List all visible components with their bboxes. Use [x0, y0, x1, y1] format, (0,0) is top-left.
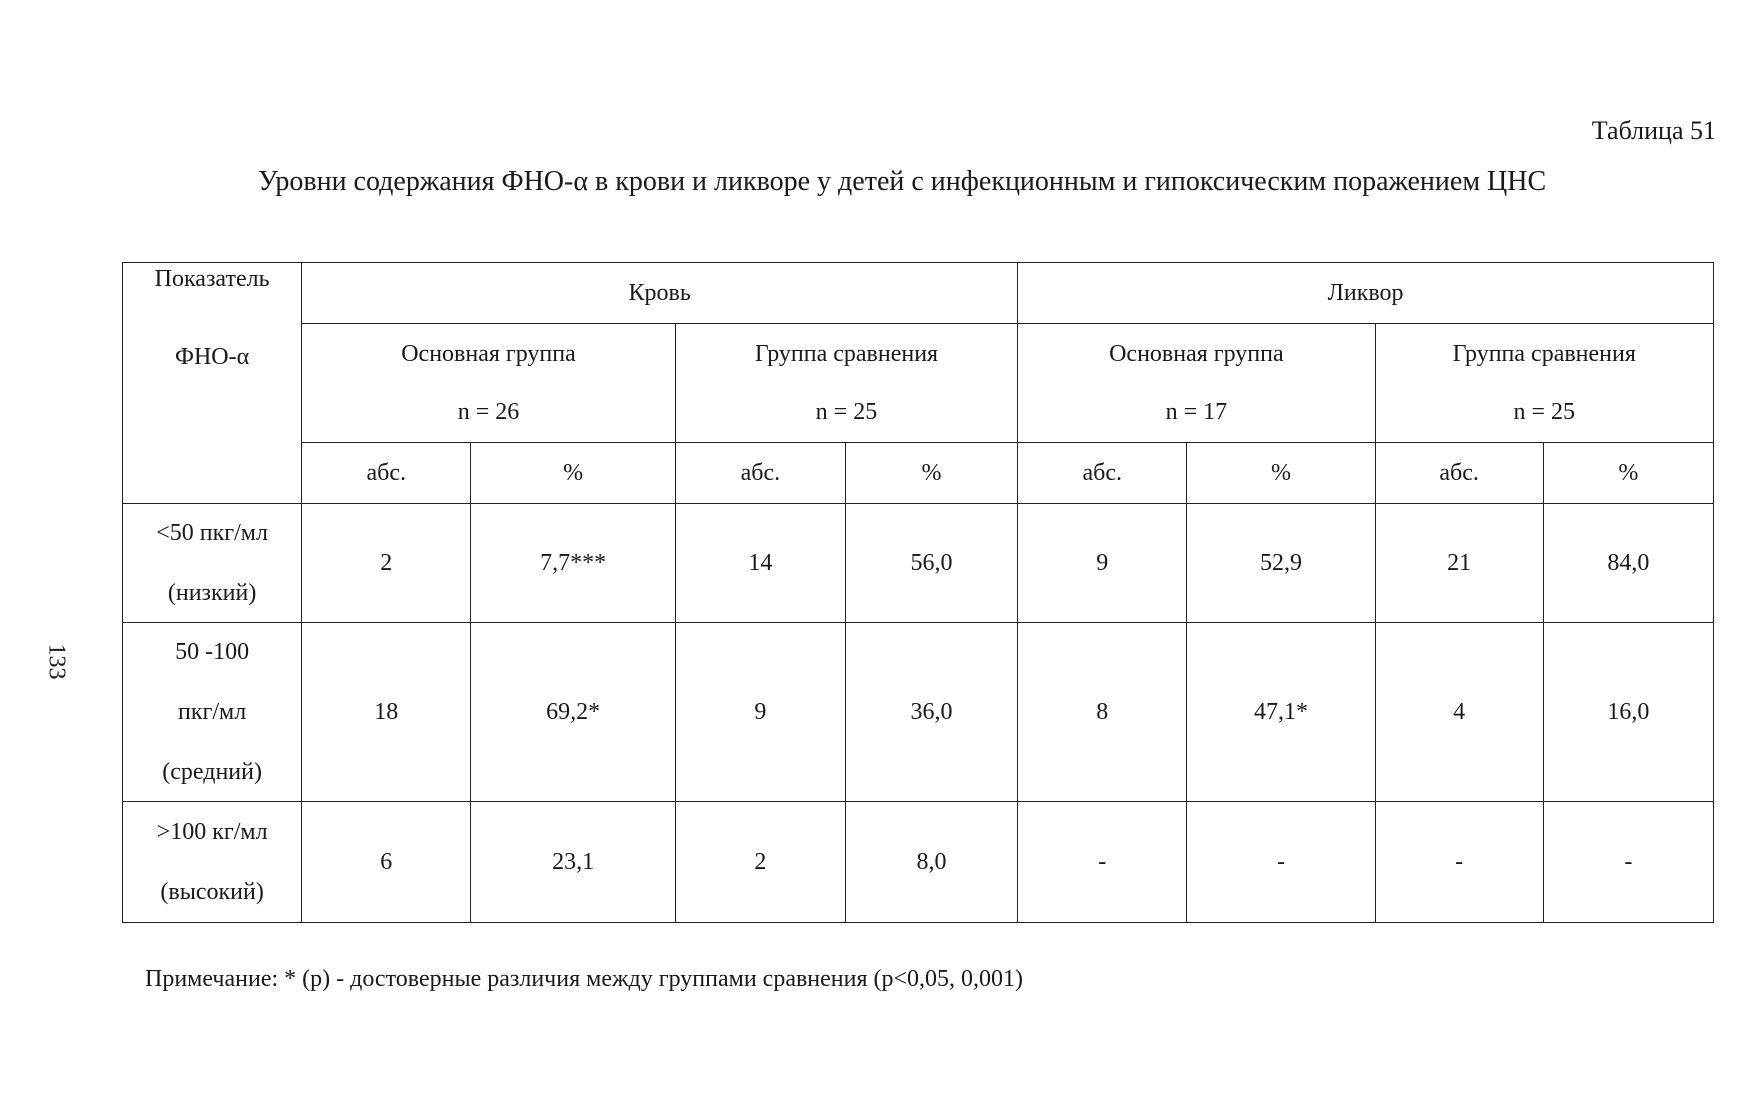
row-label-line: >100 кг/мл	[156, 819, 268, 845]
table-cell: 18	[302, 623, 471, 802]
abs-header: абс.	[302, 443, 471, 504]
group-header-csf-comparison	[1375, 324, 1713, 443]
pct-header: %	[1543, 443, 1713, 504]
table-row-medium	[123, 623, 1714, 802]
row-label	[123, 802, 302, 923]
indicator-header-cell	[123, 263, 302, 504]
group-name: Основная группа	[401, 341, 576, 367]
table-cell: -	[1375, 802, 1543, 923]
table-cell: 69,2*	[471, 623, 675, 802]
group-header-csf-main	[1018, 324, 1375, 443]
group-n: n = 25	[815, 399, 878, 425]
abs-header: абс.	[1018, 443, 1187, 504]
table-cell: 9	[675, 623, 845, 802]
row-label-line: пкг/мл	[178, 699, 247, 725]
table-cell: 6	[302, 802, 471, 923]
table-cell: -	[1018, 802, 1187, 923]
pct-header: %	[845, 443, 1017, 504]
row-label-line: <50 пкг/мл	[156, 520, 268, 546]
table-cell: 9	[1018, 504, 1187, 623]
table-cell: 21	[1375, 504, 1543, 623]
table-cell: 8	[1018, 623, 1187, 802]
footnote: Примечание: * (р) - достоверные различия между группами сравнения (p<0,05, 0,001)	[145, 966, 1024, 992]
table-cell: 7,7***	[471, 504, 675, 623]
group-n: n = 25	[1513, 399, 1576, 425]
table-cell: -	[1187, 802, 1375, 923]
table-cell: 2	[302, 504, 471, 623]
header-row-2	[123, 324, 1714, 443]
row-label-line: (средний)	[162, 759, 262, 785]
indicator-name: ФНО-α	[175, 344, 250, 370]
row-label-line: (высокий)	[160, 879, 264, 905]
row-label	[123, 623, 302, 802]
table-cell: 23,1	[471, 802, 675, 923]
abs-header: абс.	[675, 443, 845, 504]
abs-header: абс.	[1375, 443, 1543, 504]
table-title: Уровни содержания ФНО-α в крови и ликворе у детей с инфекционным и гипоксическим поражением ЦНС	[258, 166, 1547, 197]
group-name: Группа сравнения	[1452, 341, 1636, 367]
header-row-1	[123, 263, 1714, 324]
row-label	[123, 504, 302, 623]
group-header-blood-main	[302, 324, 676, 443]
table-cell: 52,9	[1187, 504, 1375, 623]
table-cell: 2	[675, 802, 845, 923]
table-cell: 14	[675, 504, 845, 623]
data-table	[122, 262, 1714, 923]
table-cell: 84,0	[1543, 504, 1713, 623]
group-n: n = 26	[457, 399, 520, 425]
row-label-line: 50 -100	[175, 639, 250, 665]
table-cell: 47,1*	[1187, 623, 1375, 802]
table-cell: 8,0	[845, 802, 1017, 923]
table-cell: 56,0	[845, 504, 1017, 623]
pct-header: %	[471, 443, 675, 504]
indicator-label: Показатель	[154, 266, 270, 292]
table-row-low	[123, 504, 1714, 623]
csf-header: Ликвор	[1018, 263, 1714, 324]
table-number: Таблица 51	[1591, 116, 1716, 145]
group-name: Группа сравнения	[754, 341, 939, 367]
table-cell: 16,0	[1543, 623, 1713, 802]
group-header-blood-comparison	[675, 324, 1017, 443]
table-cell: -	[1543, 802, 1713, 923]
page-number: 133	[43, 643, 70, 680]
pct-header: %	[1187, 443, 1375, 504]
row-label-line: (низкий)	[167, 580, 257, 606]
group-n: n = 17	[1165, 399, 1228, 425]
blood-header: Кровь	[302, 263, 1018, 324]
table-cell: 4	[1375, 623, 1543, 802]
table-row-high	[123, 802, 1714, 923]
header-row-3	[123, 443, 1714, 504]
table-cell: 36,0	[845, 623, 1017, 802]
group-name: Основная группа	[1109, 341, 1284, 367]
